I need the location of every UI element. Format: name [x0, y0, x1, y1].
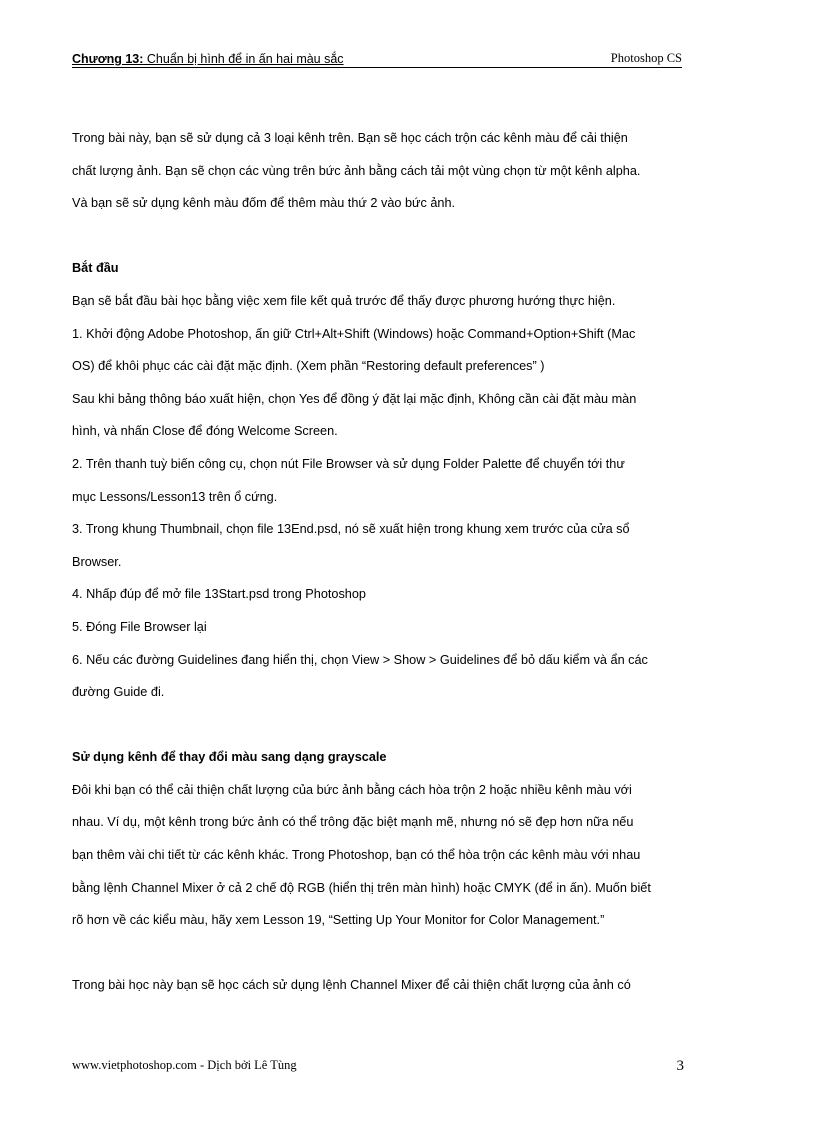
paragraph-line: Trong bài học này bạn sẽ học cách sử dụng lệnh Channel Mixer để cải thiện chất lượng của ảnh có	[72, 978, 631, 993]
blank-line	[72, 718, 712, 751]
paragraph-line: đường Guide đi.	[72, 685, 165, 700]
step-2-line: 2. Trên thanh tuỳ biến công cụ, chọn nút File Browser và sử dụng Folder Palette để chuyển tới thư	[72, 456, 625, 471]
document-body	[72, 131, 712, 1011]
blank-line	[72, 229, 712, 262]
step-4-line: 4. Nhấp đúp để mở file 13Start.psd trong Photoshop	[72, 587, 366, 602]
paragraph-line: Sau khi bảng thông báo xuất hiện, chọn Yes để đồng ý đặt lại mặc định, Không cần cài đặt màu màn	[72, 391, 637, 406]
page-header	[72, 50, 682, 68]
paragraph-line: bạn thêm vài chi tiết từ các kênh khác. Trong Photoshop, bạn có thể hòa trộn các kênh màu với nhau	[72, 848, 641, 863]
paragraph-line: Trong bài này, bạn sẽ sử dụng cả 3 loại kênh trên. Bạn sẽ học cách trộn các kênh màu để cải thiện	[72, 131, 628, 145]
paragraph-line: OS) để khôi phục các cài đặt mặc định. (Xem phần “Restoring default preferences” )	[72, 359, 545, 374]
step-1-line: 1. Khởi động Adobe Photoshop, ấn giữ Ctrl+Alt+Shift (Windows) hoặc Command+Option+Shift (Mac	[72, 326, 636, 341]
paragraph-line: Và bạn sẽ sử dụng kênh màu đốm để thêm màu thứ 2 vào bức ảnh.	[72, 196, 456, 211]
paragraph-line: Bạn sẽ bắt đầu bài học bằng việc xem file kết quả trước để thấy được phương hướng thực hiện.	[72, 293, 616, 308]
section-heading-bat-dau: Bắt đầu	[72, 261, 119, 276]
step-3-line: 3. Trong khung Thumbnail, chọn file 13End.psd, nó sẽ xuất hiện trong khung xem trước của cửa sổ	[72, 522, 630, 537]
chapter-title: Chuẩn bị hình để in ấn hai màu sắc	[143, 52, 344, 66]
step-5-line: 5. Đóng File Browser lại	[72, 619, 207, 634]
paragraph-line: hình, và nhấn Close để đóng Welcome Screen.	[72, 424, 338, 439]
chapter-label: Chương 13:	[72, 52, 144, 66]
page-footer	[72, 1058, 684, 1076]
chapter-heading	[72, 52, 344, 66]
paragraph-line: rõ hơn về các kiểu màu, hãy xem Lesson 19, “Setting Up Your Monitor for Color Management.”	[72, 913, 605, 928]
paragraph-line: mục Lessons/Lesson13 trên ổ cứng.	[72, 489, 278, 504]
page-number: 3	[676, 1058, 684, 1074]
paragraph-line: Browser.	[72, 554, 122, 569]
paragraph-line: Đôi khi bạn có thể cải thiện chất lượng của bức ảnh bằng cách hòa trộn 2 hoặc nhiều kênh màu với	[72, 782, 632, 797]
paragraph-line: nhau. Ví dụ, một kênh trong bức ảnh có thể trông đặc biệt mạnh mẽ, nhưng nó sẽ đẹp hơn nữa nếu	[72, 815, 634, 830]
section-heading-grayscale: Sử dụng kênh để thay đổi màu sang dạng grayscale	[72, 750, 387, 765]
blank-line	[72, 946, 712, 979]
paragraph-line: chất lượng ảnh. Bạn sẽ chọn các vùng trên bức ảnh bằng cách tải một vùng chọn từ một kênh alpha.	[72, 163, 641, 178]
footer-credit: www.vietphotoshop.com - Dịch bởi Lê Tùng	[72, 1058, 297, 1072]
app-name: Photoshop CS	[610, 51, 682, 65]
paragraph-line: bằng lệnh Channel Mixer ở cả 2 chế độ RGB (hiển thị trên màn hình) hoặc CMYK (để in ấn). Muốn biết	[72, 880, 651, 895]
step-6-line: 6. Nếu các đường Guidelines đang hiển thị, chọn View > Show > Guidelines để bỏ dấu kiểm và ẩn các	[72, 652, 648, 667]
